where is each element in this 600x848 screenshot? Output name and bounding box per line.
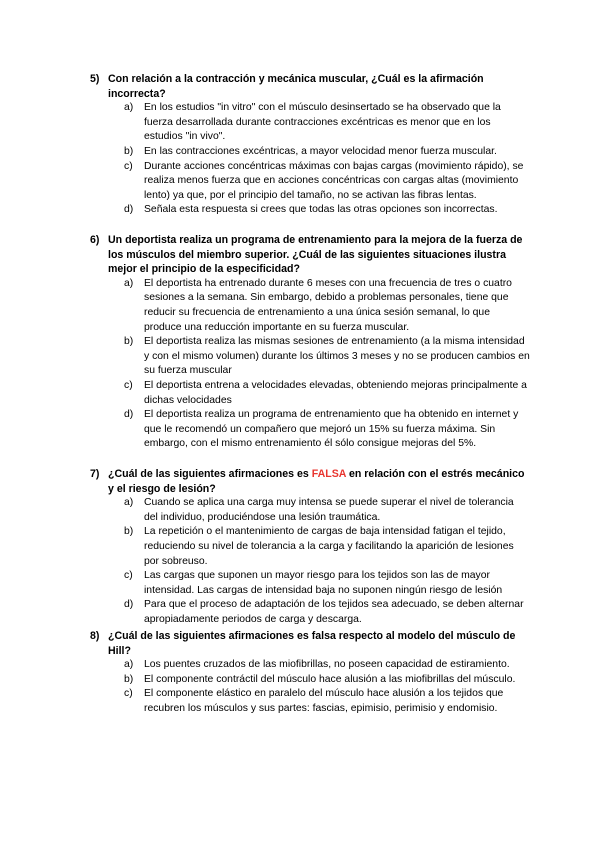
option-letter: d) [124,599,134,611]
option-letter: a) [124,102,134,114]
option-text: La repetición o el mantenimiento de cargas de baja intensidad fatigan el tejido, reduciendo su nivel de tolerancia a la carga y facilitando la aparición de lesiones por sobreuso. [144,526,514,567]
option-letter: d) [124,204,134,216]
option-d [124,598,530,627]
option-text: El deportista realiza las mismas sesiones de entrenamiento (a la misma intensidad y con el mismo volumen) durante los últimos 3 meses y no se producen cambios en su fuerza muscular [144,336,530,377]
option-list [124,277,530,452]
option-text: Los puentes cruzados de las miofibrillas, no poseen capacidad de estiramiento. [144,659,510,671]
option-letter: b) [124,526,134,538]
option-text: Para que el proceso de adaptación de los tejidos sea adecuado, se deben alternar apropiadamente periodos de carga y descarga. [144,599,524,625]
question-text: Con relación a la contracción y mecánica muscular, ¿Cuál es la afirmación incorrecta? [108,73,484,100]
option-letter: a) [124,497,134,509]
question-text: Un deportista realiza un programa de entrenamiento para la mejora de la fuerza de los músculos del miembro superior. ¿Cuál de las siguientes situaciones ilustra mejor el principio de la especificidad? [108,234,523,276]
option-text: El deportista entrena a velocidades elevadas, obteniendo mejoras principalmente a dichas velocidades [144,379,527,406]
option-c [124,687,530,716]
option-letter: c) [124,570,133,582]
option-letter: d) [124,409,134,421]
option-text: Durante acciones concéntricas máximas con bajas cargas (movimiento rápido), se realiza menos fuerza que en acciones concéntricas con cargas altas (movimiento lento) ya que, por el principio del tamaño, no se activan las fibras lentas. [144,160,524,201]
option-a [124,496,530,525]
question-5 [90,72,530,218]
question-6 [90,233,530,452]
option-c [124,569,530,598]
option-list [124,496,530,627]
question-5-stem [90,72,530,101]
option-letter: c) [124,688,133,700]
question-6-stem [90,233,530,277]
question-7-stem [90,467,530,496]
option-list [124,101,530,218]
option-letter: c) [124,379,133,391]
option-text: En los estudios "in vitro" con el músculo desinsertado se ha observado que la fuerza desarrollada durante contracciones excéntricas es menor que en los estudios "in vivo". [144,102,501,143]
question-text-before: ¿Cuál de las siguientes afirmaciones es [108,468,312,480]
option-c [124,160,530,204]
question-number: 6) [90,234,100,246]
question-number: 7) [90,468,100,480]
option-letter: b) [124,336,134,348]
question-8 [90,629,530,717]
option-letter: b) [124,145,134,157]
option-text: En las contracciones excéntricas, a mayor velocidad menor fuerza muscular. [144,145,497,157]
option-d [124,408,530,452]
option-letter: a) [124,277,134,289]
option-letter: b) [124,673,134,685]
option-b [124,673,530,688]
question-text: ¿Cuál de las siguientes afirmaciones es falsa respecto al modelo del músculo de Hill? [108,630,516,657]
falsa-highlight: FALSA [311,468,347,480]
option-a [124,101,530,145]
option-b [124,145,530,160]
option-list [124,658,530,716]
option-b [124,525,530,569]
question-text-after: en relación con el estrés mecánico y el riesgo de lesión? [108,468,525,495]
option-text: El deportista realiza un programa de entrenamiento que ha obtenido en internet y que le recomendó un compañero que mejoró un 15% su fuerza máxima. Sin embargo, con el mismo entrenamiento él sólo consigue mejoras del 5%. [144,409,519,450]
option-a [124,658,530,673]
question-number: 8) [90,630,100,642]
option-a [124,277,530,335]
option-text: El componente contráctil del músculo hace alusión a las miofibrillas del músculo. [144,673,516,685]
option-text: Señala esta respuesta si crees que todas las otras opciones son incorrectas. [144,204,498,216]
option-c [124,379,530,408]
question-8-stem [90,629,530,658]
question-7 [90,467,530,628]
option-text: Cuando se aplica una carga muy intensa se puede superar el nivel de tolerancia del individuo, produciéndose una lesión traumática. [144,497,514,523]
option-text: El componente elástico en paralelo del músculo hace alusión a los tejidos que recubren los músculos y sus partes: fascias, epimisio, perimisio y endomisio. [144,688,504,714]
option-text: El deportista ha entrenado durante 6 meses con una frecuencia de tres o cuatro sesiones a la semana. Sin embargo, debido a problemas personales, tiene que reducir su frecuencia de entrenamiento a una única sesión semanal, lo que produce una reducción importante en su fuerza muscular. [144,277,512,333]
question-number: 5) [90,73,100,85]
option-d [124,203,530,218]
option-letter: c) [124,160,133,172]
option-letter: a) [124,659,134,671]
option-text: Las cargas que suponen un mayor riesgo para los tejidos son las de mayor intensidad. Las cargas de intensidad baja no suponen ningún riesgo de lesión [144,570,503,596]
option-b [124,335,530,379]
